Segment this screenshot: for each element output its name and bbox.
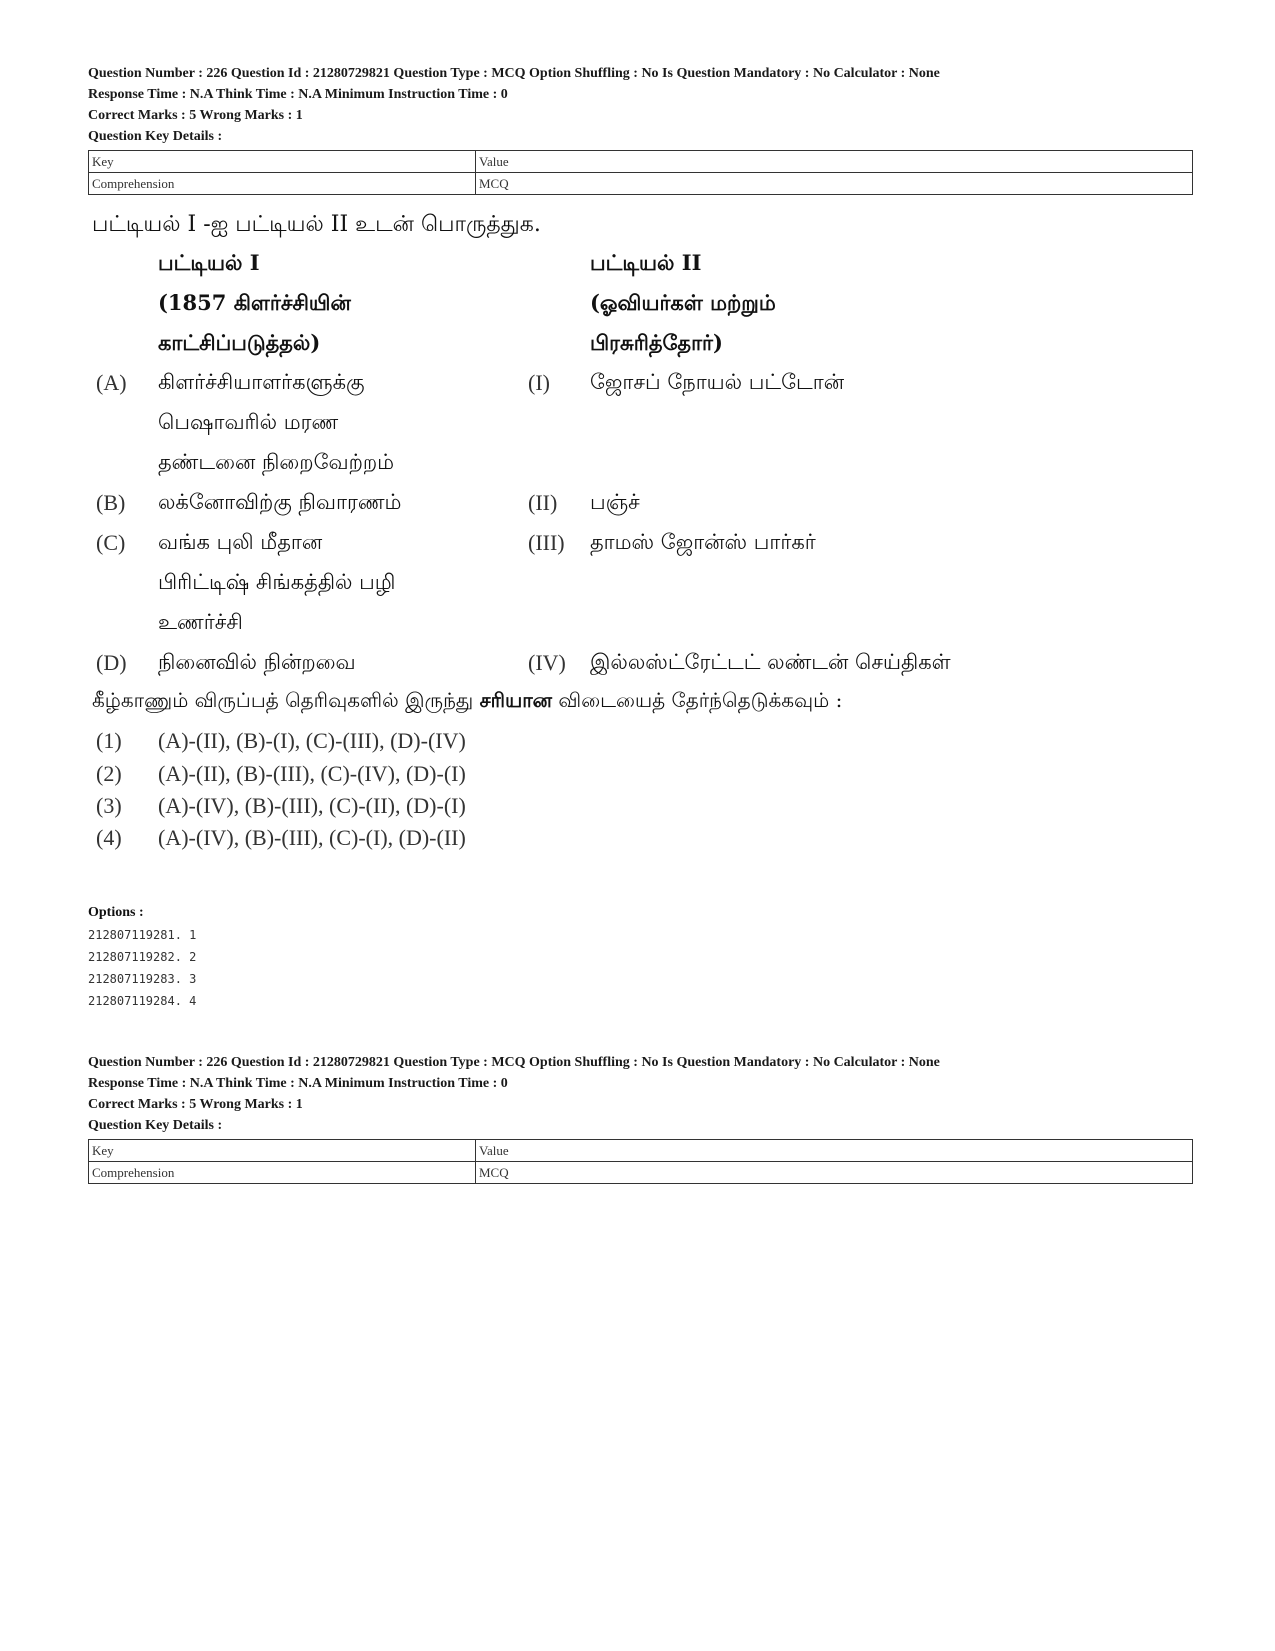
item-i-text: ஜோசப் நோயல் பட்டோன்	[590, 370, 845, 394]
value-cell: MCQ	[476, 173, 1193, 195]
question-header-1	[88, 63, 1188, 195]
item-a-label: (A)	[96, 370, 127, 395]
answer-1-num: (1)	[96, 728, 122, 753]
choose-instruction	[92, 688, 842, 715]
item-iv-text: இல்லஸ்ட்ரேட்டட் லண்டன் செய்திகள்	[590, 650, 951, 674]
table-row	[89, 173, 1193, 195]
response-time-line: Response Time : N.A Think Time : N.A Minimum Instruction Time : 0	[88, 1076, 508, 1091]
table-header-row	[89, 151, 1193, 173]
choose-suffix: விடையைத் தேர்ந்தெடுக்கவும் :	[552, 688, 843, 712]
item-i-label: (I)	[528, 370, 550, 395]
question-meta-line: Question Number : 226 Question Id : 21280729821 Question Type : MCQ Option Shuffling : No Is Question Mandatory : No Calculator : None	[88, 66, 940, 81]
key-header-cell: Key	[89, 151, 476, 173]
answer-2-num: (2)	[96, 761, 122, 786]
key-details-label: Question Key Details :	[88, 1118, 223, 1133]
response-time-line: Response Time : N.A Think Time : N.A Minimum Instruction Time : 0	[88, 87, 508, 102]
key-header-cell: Key	[89, 1140, 476, 1162]
item-a-line2: பெஷாவரில் மரண	[158, 410, 339, 434]
item-b-line1: லக்னோவிற்கு நிவாரணம்	[158, 490, 402, 514]
item-a-line3: தண்டனை நிறைவேற்றம்	[158, 450, 395, 474]
option-row: 212807119284. 4	[88, 994, 197, 1008]
key-cell: Comprehension	[89, 1162, 476, 1184]
item-iii-text: தாமஸ் ஜோன்ஸ் பார்கர்	[590, 530, 816, 554]
answer-1-text: (A)-(II), (B)-(I), (C)-(III), (D)-(IV)	[158, 728, 466, 753]
answer-2-text: (A)-(II), (B)-(III), (C)-(IV), (D)-(I)	[158, 761, 466, 786]
question-instruction: பட்டியல் I -ஐ பட்டியல் II உடன் பொருத்துக.	[92, 212, 541, 237]
list2-heading-line2: (ஓவியர்கள் மற்றும்	[590, 290, 776, 315]
item-iv-label: (IV)	[528, 650, 566, 675]
list2-heading-line3: பிரசுரித்தோர்)	[590, 330, 723, 355]
option-row: 212807119281. 1	[88, 928, 197, 942]
table-header-row	[89, 1140, 1193, 1162]
item-iii-label: (III)	[528, 530, 565, 555]
value-header-cell: Value	[476, 1140, 1193, 1162]
key-details-table	[88, 1139, 1193, 1184]
item-c-label: (C)	[96, 530, 126, 555]
marks-line: Correct Marks : 5 Wrong Marks : 1	[88, 108, 303, 123]
answer-4-text: (A)-(IV), (B)-(III), (C)-(I), (D)-(II)	[158, 825, 466, 850]
answer-4-num: (4)	[96, 825, 122, 850]
key-details-table	[88, 150, 1193, 195]
value-header-cell: Value	[476, 151, 1193, 173]
item-d-label: (D)	[96, 650, 127, 675]
list1-heading-line3: காட்சிப்படுத்தல்)	[158, 330, 321, 355]
key-details-label: Question Key Details :	[88, 129, 223, 144]
options-title: Options :	[88, 905, 144, 920]
value-cell: MCQ	[476, 1162, 1193, 1184]
option-row: 212807119283. 3	[88, 972, 197, 986]
item-ii-text: பஞ்ச்	[590, 490, 640, 514]
item-a-line1: கிளர்ச்சியாளர்களுக்கு	[158, 370, 365, 394]
list1-heading-line1: பட்டியல் I	[158, 250, 260, 275]
marks-line: Correct Marks : 5 Wrong Marks : 1	[88, 1097, 303, 1112]
choose-bold: சரியான	[479, 688, 553, 712]
options-block	[88, 902, 196, 1012]
table-row	[89, 1162, 1193, 1184]
option-row: 212807119282. 2	[88, 950, 197, 964]
answer-3-num: (3)	[96, 793, 122, 818]
key-cell: Comprehension	[89, 173, 476, 195]
item-b-label: (B)	[96, 490, 126, 515]
answer-3-text: (A)-(IV), (B)-(III), (C)-(II), (D)-(I)	[158, 793, 466, 818]
item-c-line1: வங்க புலி மீதான	[158, 530, 323, 554]
item-d-line1: நினைவில் நின்றவை	[158, 650, 356, 674]
question-meta-line: Question Number : 226 Question Id : 21280729821 Question Type : MCQ Option Shuffling : No Is Question Mandatory : No Calculator : None	[88, 1055, 940, 1070]
item-ii-label: (II)	[528, 490, 558, 515]
list1-heading-line2: (1857 கிளர்ச்சியின்	[158, 290, 351, 315]
item-c-line3: உணர்ச்சி	[158, 610, 243, 634]
choose-prefix: கீழ்காணும் விருப்பத் தெரிவுகளில் இருந்து	[92, 688, 480, 712]
list2-heading-line1: பட்டியல் II	[590, 250, 702, 275]
question-header-2	[88, 1052, 1188, 1184]
item-c-line2: பிரிட்டிஷ் சிங்கத்தில் பழி	[158, 570, 396, 594]
